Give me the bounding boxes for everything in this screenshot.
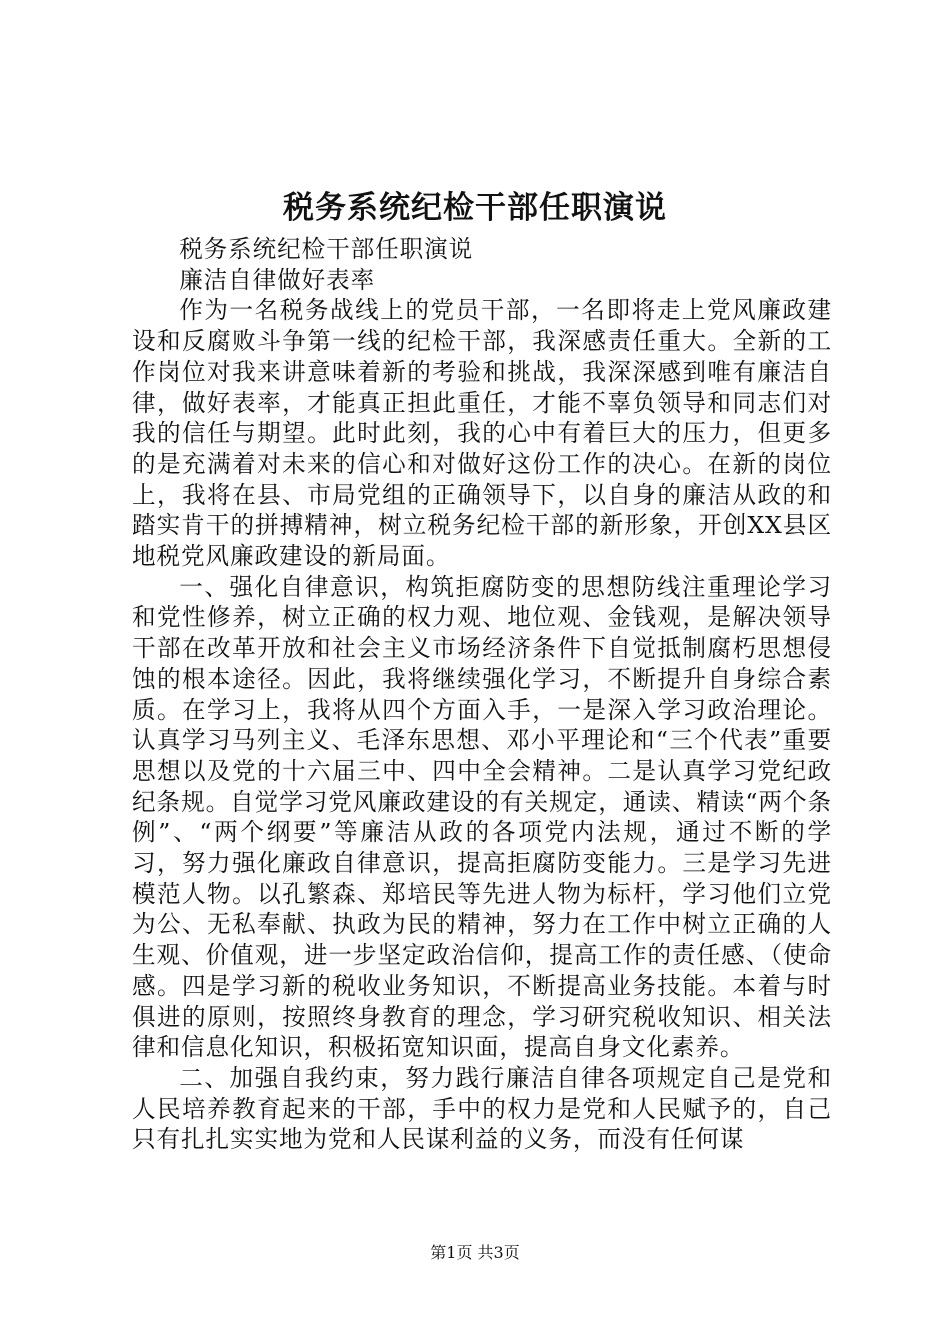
document-title: 税务系统纪检干部任职演说: [283, 190, 667, 226]
document-body: [132, 234, 832, 1155]
paragraph-heading: 廉洁自律做好表率: [179, 265, 376, 294]
page-number: 第1页 共3页: [430, 1243, 520, 1262]
paragraph-section-two: 二、加强自我约束，努力践行廉洁自律各项规定自己是党和人民培养教育起来的干部，手中的权力是党和人民赋予的，自己只有扎扎实实地为党和人民谋利益的义务，而没有任何谋: [132, 1063, 832, 1154]
paragraph-section-one: 一、强化自律意识，构筑拒腐防变的思想防线注重理论学习和党性修养，树立正确的权力观、地位观、金钱观，是解决领导干部在改革开放和社会主义市场经济条件下自觉抵制腐朽思想侵蚀的根本途径。因此，我将继续强化学习，不断提升自身综合素质。在学习上，我将从四个方面入手，一是深入学习政治理论。认真学习马列主义、毛泽东思想、邓小平理论和“三个代表”重要思想以及党的十六届三中、四中全会精神。二是认真学习党纪政纪条规。自觉学习党风廉政建设的有关规定，通读、精读“两个条例”、“两个纲要”等廉洁从政的各项党内法规，通过不断的学习，努力强化廉政自律意识，提高拒腐防变能力。三是学习先进模范人物。以孔繁森、郑培民等先进人物为标杆，学习他们立党为公、无私奉献、执政为民的精神，努力在工作中树立正确的人生观、价值观，进一步坚定政治信仰，提高工作的责任感、（使命感。四是学习新的税收业务知识，不断提高业务技能。本着与时俱进的原则，按照终身教育的理念，学习研究税收知识、相关法律和信息化知识，积极拓宽知识面，提高自身文化素养。: [132, 572, 832, 1062]
paragraph-subtitle: 税务系统纪检干部任职演说: [179, 235, 474, 263]
paragraph-intro: 作为一名税务战线上的党员干部，一名即将走上党风廉政建设和反腐败斗争第一线的纪检干部，我深感责任重大。全新的工作岗位对我来讲意味着新的考验和挑战，我深深感到唯有廉洁自律，做好表率，才能真正担此重任，才能不辜负领导和同志们对我的信任与期望。此时此刻，我的心中有着巨大的压力，但更多的是充满着对未来的信心和对做好这份工作的决心。在新的岗位上，我将在县、市局党组的正确领导下，以自身的廉洁从政的和踏实肯干的拼搏精神，树立税务纪检干部的新形象，开创XX县区地税党风廉政建设的新局面。: [132, 296, 832, 571]
